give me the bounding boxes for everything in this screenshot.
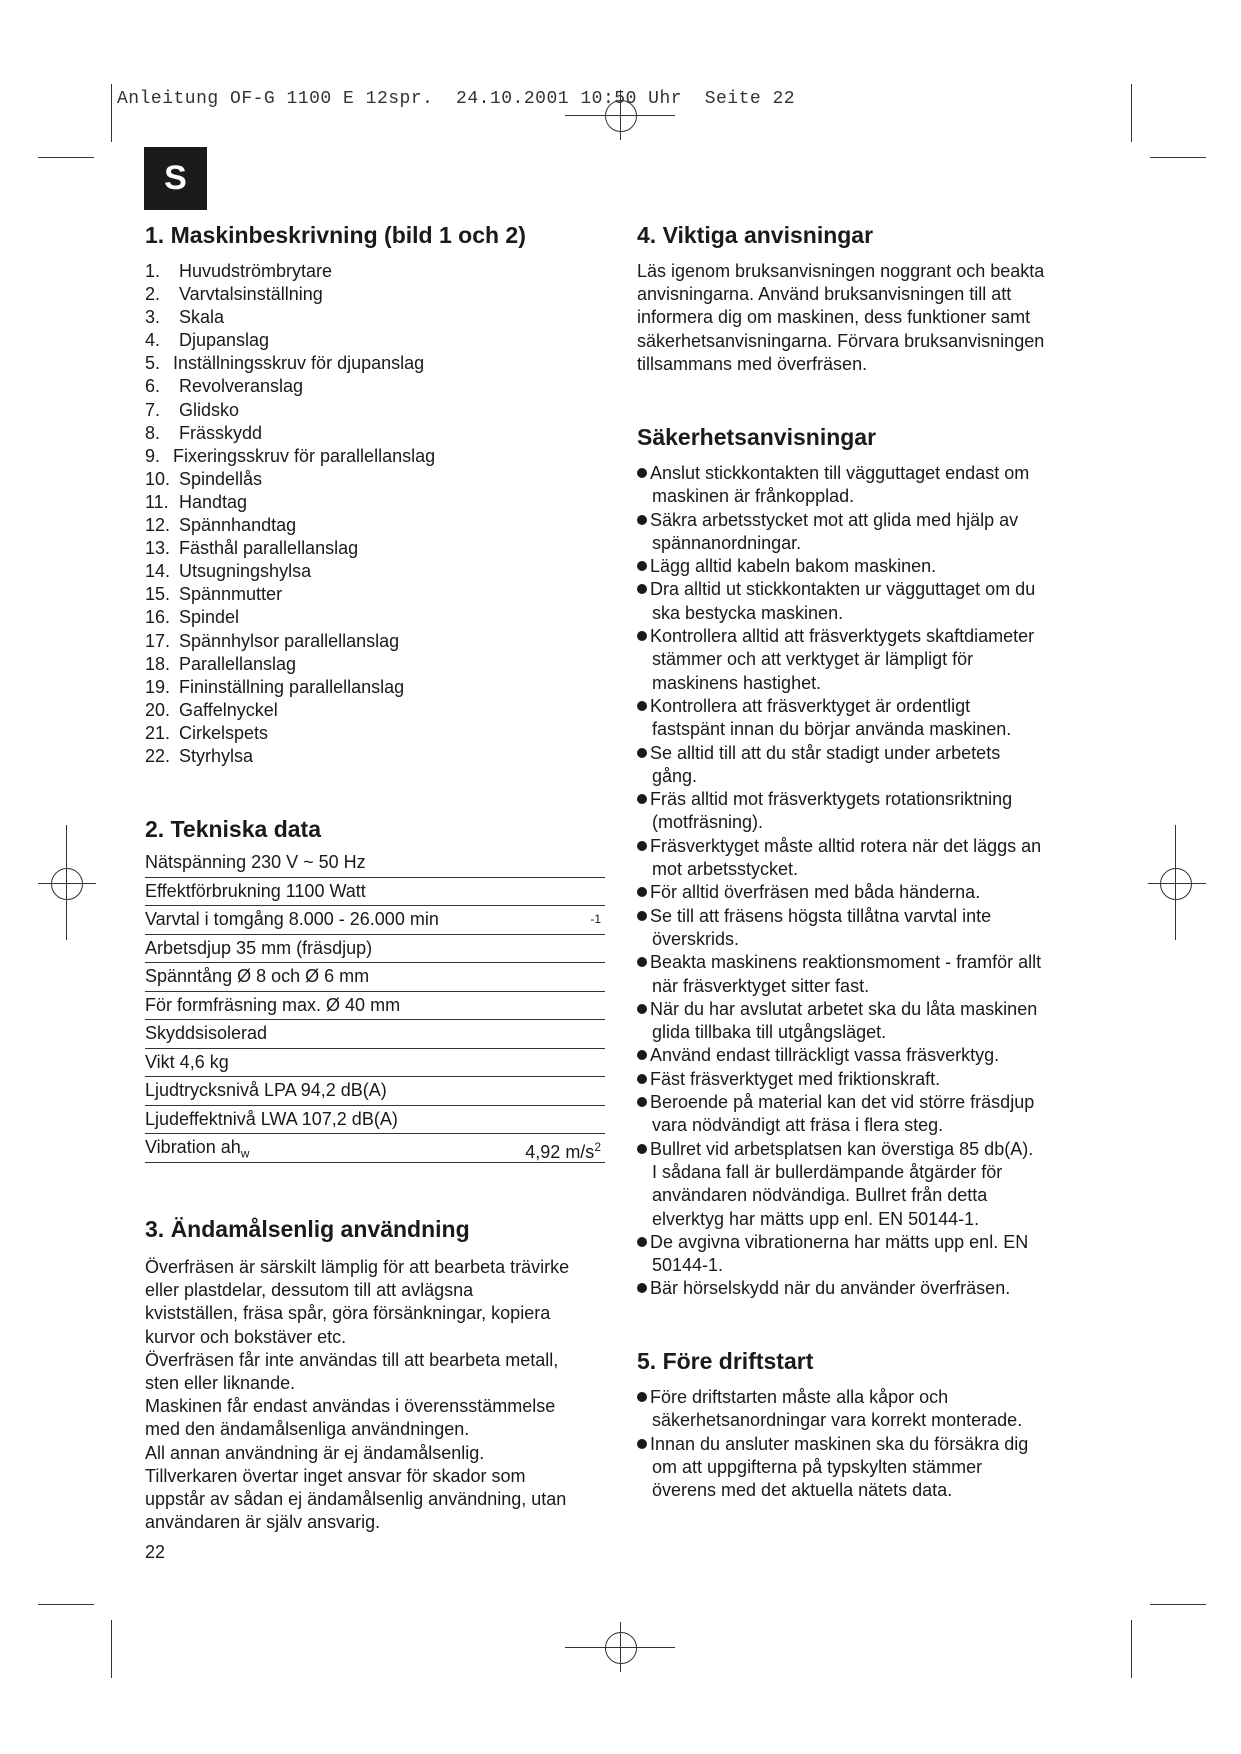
text-line: användaren är själv ansvarig.: [145, 1512, 381, 1533]
list-item-number: 11.: [145, 491, 169, 512]
registration-mark-icon: [605, 1632, 637, 1664]
bullet-icon: [637, 631, 647, 641]
bullet-text: Fräsverktyget måste alltid rotera när det läggs an: [650, 835, 1042, 856]
safety-title: Säkerhetsanvisningar: [637, 424, 877, 450]
list-item: [145, 306, 435, 329]
bullet-item: [625, 462, 1105, 509]
bullet-text: stämmer och att verktyget är lämpligt för: [652, 649, 974, 670]
bullet-text: Beroende på material kan det vid större fräsdjup: [650, 1092, 1035, 1113]
bullet-text: Fräs alltid mot fräsverktygets rotationsriktning: [650, 789, 1013, 810]
bullet-item: [625, 1068, 1105, 1091]
registration-line: [66, 825, 67, 940]
bullet-item: [625, 625, 1105, 695]
section-1-title: 1. Maskinbeskrivning (bild 1 och 2): [145, 222, 526, 248]
list-item: [145, 399, 435, 422]
bullet-item: [625, 951, 1105, 998]
list-item: [145, 537, 435, 560]
list-item: [145, 722, 435, 745]
bullet-text: säkerhetsanordningar vara korrekt monterade.: [652, 1410, 1023, 1431]
bullet-text: 50144-1.: [652, 1255, 724, 1276]
bullet-item: [625, 998, 1105, 1045]
list-item-number: 12.: [145, 515, 171, 536]
list-item-number: 18.: [145, 653, 171, 674]
superscript: 2: [594, 1140, 601, 1154]
language-badge: S: [144, 147, 207, 210]
bullet-text: Anslut stickkontakten till vägguttaget endast om: [650, 463, 1030, 483]
list-item: [145, 699, 435, 722]
list-item: [145, 630, 435, 653]
list-item-number: 15.: [145, 584, 171, 605]
page-number: 22: [145, 1542, 166, 1562]
list-item: [145, 653, 435, 676]
list-item: [145, 375, 435, 398]
bullet-item: [625, 905, 1105, 952]
text-line: sten eller liknande.: [145, 1373, 296, 1394]
before-start-list: [625, 1386, 1105, 1502]
table-row: [145, 878, 605, 907]
vibration-label: [145, 1137, 250, 1161]
text-line: anvisningarna. Använd bruksanvisningen till att: [637, 284, 1012, 305]
subscript: w: [240, 1146, 250, 1161]
table-row: [145, 1049, 605, 1078]
list-item: [145, 560, 435, 583]
text-line: kvistställen, fräsa spår, göra försänkningar, kopiera: [145, 1303, 551, 1324]
table-cell: För formfräsning max. Ø 40 mm: [145, 994, 401, 1015]
bullet-item: [625, 1091, 1105, 1138]
list-item-label: Spännmutter: [179, 584, 283, 605]
text-line: Maskinen får endast användas i överensstämmelse: [145, 1396, 556, 1417]
list-item-label: Revolveranslag: [179, 376, 304, 397]
bullet-text: Dra alltid ut stickkontakten ur vägguttaget om du: [650, 579, 1036, 600]
table-row-vibration: [145, 1134, 605, 1163]
registration-mark-icon: [1160, 868, 1192, 900]
bullet-text: Lägg alltid kabeln bakom maskinen.: [650, 556, 937, 577]
text-line: Överfräsen får inte användas till att bearbeta metall,: [145, 1349, 559, 1370]
registration-line: [1175, 825, 1176, 940]
list-item-label: Handtag: [179, 491, 248, 512]
bullet-icon: [637, 561, 647, 571]
bullet-icon: [637, 794, 647, 804]
technical-data-table: [145, 849, 605, 1163]
list-item-label: Gaffelnyckel: [179, 699, 278, 720]
list-item-label: Spindel: [179, 607, 240, 628]
list-item-label: Spännhandtag: [179, 515, 297, 536]
list-item-label: Fininställning parallellanslag: [179, 676, 405, 697]
table-cell: Ljudtrycksnivå LPA 94,2 dB(A): [145, 1080, 387, 1100]
bullet-text: om att uppgifterna på typskylten stämmer: [652, 1456, 983, 1477]
bullet-text: I sådana fall är bullerdämpande åtgärder för: [652, 1161, 1003, 1182]
registration-line: [1148, 883, 1206, 884]
list-item-number: 6.: [145, 376, 161, 397]
text-line: All annan användning är ej ändamålsenlig.: [145, 1442, 485, 1463]
bullet-icon: [637, 1237, 647, 1247]
list-item-number: 10.: [145, 468, 171, 489]
list-item: [145, 445, 435, 468]
crop-mark: [1150, 1604, 1206, 1605]
list-item-label: Djupanslag: [179, 330, 270, 351]
bullet-text: Se alltid till att du står stadigt under arbetets: [650, 742, 1001, 763]
bullet-item: [625, 1277, 1105, 1300]
list-item-label: Cirkelspets: [179, 722, 269, 743]
bullet-text: elverktyg har mätts upp enl. EN 50144-1.: [652, 1208, 980, 1229]
bullet-text: ska bestycka maskinen.: [652, 602, 844, 623]
table-row: [145, 906, 605, 935]
bullet-icon: [637, 468, 647, 478]
bullet-icon: [637, 515, 647, 525]
table-row: [145, 1020, 605, 1049]
list-item-number: 17.: [145, 630, 171, 651]
table-row: [145, 849, 605, 878]
bullet-text: Kontrollera att fräsverktyget är ordentligt: [650, 695, 971, 716]
bullet-icon: [637, 1283, 647, 1293]
bullet-icon: [637, 957, 647, 967]
table-cell: Skyddsisolerad: [145, 1023, 268, 1043]
bullet-item: [625, 1433, 1105, 1503]
table-cell: Effektförbrukning 1100 Watt: [145, 880, 366, 901]
list-item: [145, 422, 435, 445]
section-3-title: 3. Ändamålsenlig användning: [145, 1216, 470, 1242]
bullet-text: glida tillbaka till utgångsläget.: [652, 1022, 887, 1043]
bullet-icon: [637, 1392, 647, 1402]
vibration-value-text: 4,92 m/s: [525, 1142, 595, 1162]
table-cell: Vikt 4,6 kg: [145, 1051, 229, 1072]
list-item-number: 14.: [145, 561, 171, 582]
bullet-text: maskinen är frånkopplad.: [652, 486, 855, 507]
list-item-label: Inställningsskruv för djupanslag: [173, 353, 425, 374]
list-item-label: Huvudströmbrytare: [179, 261, 333, 281]
list-item-label: Varvtalsinställning: [179, 284, 323, 305]
registration-line: [620, 1622, 621, 1672]
bullet-item: [625, 881, 1105, 904]
list-item-number: 13.: [145, 538, 171, 559]
table-cell: Ljudeffektnivå LWA 107,2 dB(A): [145, 1108, 398, 1129]
bullet-text: Kontrollera alltid att fräsverktygets skaftdiameter: [650, 626, 1035, 647]
bullet-item: [625, 1044, 1105, 1067]
list-item: [145, 745, 435, 768]
bullet-text: överens med det aktuella nätets data.: [652, 1480, 953, 1501]
unit-exponent: [590, 906, 601, 938]
bullet-icon: [637, 584, 647, 594]
text-line: säkerhetsanvisningarna. Förvara bruksanvisningen: [637, 330, 1045, 351]
bullet-item: [625, 788, 1105, 835]
list-item-label: Skala: [179, 307, 225, 328]
bullet-item: [625, 555, 1105, 578]
bullet-text: Bullret vid arbetsplatsen kan överstiga 85 db(A).: [650, 1138, 1034, 1159]
bullet-icon: [637, 911, 647, 921]
bullet-item: [625, 1138, 1105, 1231]
bullet-icon: [637, 887, 647, 897]
bullet-text: Beakta maskinens reaktionsmoment - framför allt: [650, 952, 1042, 973]
crop-mark: [38, 1604, 94, 1605]
bullet-text: överskrids.: [652, 928, 740, 949]
list-item-label: Fästhål parallellanslag: [179, 538, 359, 559]
bullet-text: vara nödvändigt att fräsa i flera steg.: [652, 1115, 944, 1136]
text-line: eller plastdelar, dessutom till att avlägsna: [145, 1280, 474, 1301]
list-item-label: Utsugningshylsa: [179, 561, 312, 582]
table-row: [145, 1106, 605, 1135]
bullet-item: [625, 1386, 1105, 1433]
bullet-icon: [637, 1074, 647, 1084]
text-line: kurvor och bokstäver etc.: [145, 1326, 347, 1347]
bullet-icon: [637, 841, 647, 851]
bullet-icon: [637, 1004, 647, 1014]
table-cell: Arbetsdjup 35 mm (fräsdjup): [145, 937, 373, 958]
bullet-icon: [637, 748, 647, 758]
bullet-icon: [637, 1097, 647, 1107]
crop-mark: [1131, 1620, 1132, 1678]
bullet-icon: [637, 1144, 647, 1154]
crop-mark: [1150, 157, 1206, 158]
bullet-item: [625, 835, 1105, 882]
bullet-item: [625, 509, 1105, 556]
section-4-title: 4. Viktiga anvisningar: [637, 222, 874, 248]
list-item-number: 7.: [145, 399, 161, 420]
text-line: Tillverkaren övertar inget ansvar för skador som: [145, 1465, 526, 1486]
vibration-value: [525, 1134, 601, 1166]
list-item-number: 8.: [145, 422, 161, 443]
bullet-icon: [637, 1439, 647, 1449]
text-line: uppstår av sådan ej ändamålsenlig användning, utan: [145, 1489, 567, 1510]
list-item-number: 19.: [145, 676, 171, 697]
list-item: [145, 514, 435, 537]
list-item: [145, 606, 435, 629]
list-item-label: Parallellanslag: [179, 653, 297, 674]
list-item-label: Spännhylsor parallellanslag: [179, 630, 400, 651]
bullet-text: (motfräsning).: [652, 812, 764, 833]
text-line: informera dig om maskinen, dess funktioner samt: [637, 307, 1031, 328]
bullet-text: maskinens hastighet.: [652, 672, 822, 693]
bullet-text: mot arbetsstycket.: [652, 859, 799, 880]
bullet-item: [625, 1231, 1105, 1278]
machine-parts-list: [145, 260, 435, 768]
text-line: Läs igenom bruksanvisningen noggrant och beakta: [637, 261, 1045, 281]
table-cell: Varvtal i tomgång 8.000 - 26.000 min: [145, 909, 439, 929]
vibration-label-text: Vibration ah: [145, 1137, 241, 1157]
print-header: Anleitung OF-G 1100 E 12spr. 24.10.2001 10:50 Uhr Seite 22: [117, 89, 796, 109]
list-item-number: 4.: [145, 330, 161, 351]
bullet-item: [625, 695, 1105, 742]
list-item: [145, 260, 435, 283]
list-item: [145, 329, 435, 352]
bullet-icon: [637, 701, 647, 711]
bullet-text: Säkra arbetsstycket mot att glida med hjälp av: [650, 509, 1019, 530]
crop-mark: [1131, 84, 1132, 142]
list-item-label: Fixeringsskruv för parallellanslag: [173, 445, 436, 466]
table-row: [145, 992, 605, 1021]
list-item-label: Glidsko: [179, 399, 240, 420]
bullet-item: [625, 742, 1105, 789]
text-line: tillsammans med överfräsen.: [637, 353, 868, 374]
important-instructions-text: [637, 260, 1097, 376]
list-item-number: 5.: [145, 353, 161, 374]
text-line: Överfräsen är särskilt lämplig för att bearbeta trävirke: [145, 1257, 570, 1277]
list-item-number: 2.: [145, 284, 161, 305]
bullet-text: För alltid överfräsen med båda händerna.: [650, 882, 981, 903]
list-item: [145, 583, 435, 606]
list-item-number: 20.: [145, 699, 171, 720]
list-item-label: Spindellås: [179, 468, 263, 489]
bullet-text: Innan du ansluter maskinen ska du försäkra dig: [650, 1433, 1029, 1454]
list-item: [145, 676, 435, 699]
table-cell: Nätspänning 230 V ~ 50 Hz: [145, 852, 366, 872]
section-2-title: 2. Tekniska data: [145, 816, 321, 842]
list-item-number: 16.: [145, 607, 171, 628]
intended-use-text: [145, 1256, 615, 1534]
bullet-text: gång.: [652, 765, 698, 786]
bullet-text: Fäst fräsverktyget med friktionskraft.: [650, 1068, 941, 1089]
bullet-text: De avgivna vibrationerna har mätts upp enl. EN: [650, 1231, 1029, 1252]
list-item-number: 9.: [145, 445, 161, 466]
bullet-text: Se till att fräsens högsta tillåtna varvtal inte: [650, 905, 992, 926]
crop-mark: [38, 157, 94, 158]
list-item-label: Frässkydd: [179, 422, 263, 443]
list-item-number: 22.: [145, 745, 171, 766]
bullet-text: användaren nödvändiga. Bullret från detta: [652, 1185, 988, 1206]
list-item-number: 3.: [145, 307, 161, 328]
text-line: med den ändamålsenliga användningen.: [145, 1419, 470, 1440]
list-item: [145, 468, 435, 491]
table-row: [145, 935, 605, 964]
section-5-title: 5. Före driftstart: [637, 1348, 814, 1374]
registration-mark-icon: [51, 868, 83, 900]
list-item: [145, 352, 435, 375]
bullet-text: fastspänt innan du börjar använda maskinen.: [652, 719, 1012, 740]
bullet-text: När du har avslutat arbetet ska du låta maskinen: [650, 998, 1038, 1019]
crop-mark: [111, 1620, 112, 1678]
table-cell: Spänntång Ø 8 och Ø 6 mm: [145, 966, 370, 986]
registration-line: [38, 883, 96, 884]
superscript: -1: [590, 912, 601, 926]
bullet-text: spännanordningar.: [652, 532, 802, 553]
list-item: [145, 491, 435, 514]
list-item: [145, 283, 435, 306]
bullet-item: [625, 578, 1105, 625]
crop-mark: [111, 84, 112, 142]
table-row: [145, 1077, 605, 1106]
list-item-number: 21.: [145, 722, 171, 743]
bullet-text: Använd endast tillräckligt vassa fräsverktyg.: [650, 1045, 1000, 1066]
list-item-label: Styrhylsa: [179, 745, 254, 766]
list-item-number: 1.: [145, 261, 161, 281]
table-row: [145, 963, 605, 992]
bullet-text: Före driftstarten måste alla kåpor och: [650, 1387, 949, 1407]
bullet-text: Bär hörselskydd när du använder överfräsen.: [650, 1278, 1011, 1299]
bullet-text: när fräsverktyget sitter fast.: [652, 975, 870, 996]
safety-list: [625, 462, 1105, 1301]
bullet-icon: [637, 1050, 647, 1060]
